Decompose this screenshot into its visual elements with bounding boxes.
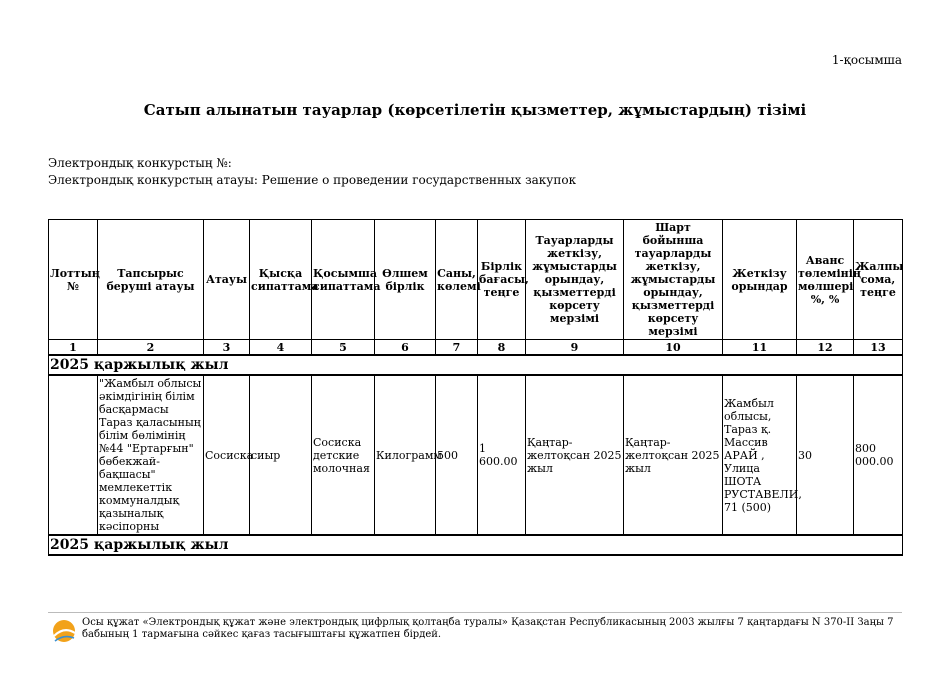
cell-price: 1 600.00: [478, 375, 526, 535]
cell-total: 800 000.00: [854, 375, 903, 535]
page-title: Сатып алынатын тауарлар (көрсетілетін қызметтер, жұмыстардың) тізімі: [143, 101, 807, 119]
col-header-place: Жеткізу орындар: [723, 220, 797, 340]
year-section-row: [49, 355, 903, 375]
year-section-label: 2025 қаржылық жыл: [49, 355, 903, 375]
contest-number: Электрондық конкурстың №:: [48, 156, 232, 170]
col-header-lot: Лоттың №: [49, 220, 98, 340]
column-number: 1: [49, 340, 98, 356]
legal-footer-text: Осы құжат «Электрондық құжат және электрондық цифрлық қолтаңба туралы» Қазақстан Республикасының 2003 жылғы 7 қаңтардағы N 370-II Заңы 7 бабының 1 тармағына сәйкес қағаз тасығыштағы құжатпен бірдей.: [82, 617, 894, 640]
cell-lot: [49, 375, 98, 535]
column-number: 11: [723, 340, 797, 356]
sun-logo-icon: [50, 617, 78, 645]
legal-footer: [48, 612, 902, 641]
cell-qty: 500: [436, 375, 478, 535]
col-header-qty: Саны, көлемі: [436, 220, 478, 340]
contest-name: Электрондық конкурстың атауы: Решение о проведении государственных закупок: [48, 173, 577, 187]
col-header-price: Бірлік бағасы, теңге: [478, 220, 526, 340]
cell-extra-desc: Сосиска детские молочная: [312, 375, 375, 535]
column-number: 5: [312, 340, 375, 356]
column-number: 3: [204, 340, 250, 356]
cell-customer: "Жамбыл облысы әкімдігінің білім басқармасы Тараз қаласының білім бөлімінің №44 "Ертарғын" бөбекжай-бақшасы" мемлекеттік коммуналдық қазыналық кәсіпорны: [98, 375, 204, 535]
col-header-extra-desc: Қосымша сипаттама: [312, 220, 375, 340]
table-row: [49, 375, 903, 535]
contest-meta: [48, 155, 576, 189]
cell-advance: 30: [797, 375, 854, 535]
column-number: 6: [375, 340, 436, 356]
cell-place: Жамбыл облысы, Тараз қ. Массив АРАЙ , Улица ШОТА РУСТАВЕЛИ, 71 (500): [723, 375, 797, 535]
cell-contract-term: Қаңтар-желтоқсан 2025 жыл: [624, 375, 723, 535]
column-number: 12: [797, 340, 854, 356]
col-header-contract-term: Шарт бойынша тауарларды жеткізу, жұмыстарды орындау, қызметтерді көрсету мерзімі: [624, 220, 723, 340]
year-section-label: 2025 қаржылық жыл: [49, 535, 903, 555]
column-number-row: [49, 340, 903, 356]
col-header-name: Атауы: [204, 220, 250, 340]
annex-label: 1-қосымша: [831, 53, 902, 67]
column-number: 10: [624, 340, 723, 356]
cell-unit: Килограмм: [375, 375, 436, 535]
col-header-total: Жалпы сома, теңге: [854, 220, 903, 340]
col-header-short-desc: Қысқа сипаттама: [250, 220, 312, 340]
goods-table: [48, 219, 903, 556]
header-row: [49, 220, 903, 340]
column-number: 9: [526, 340, 624, 356]
column-number: 8: [478, 340, 526, 356]
column-number: 2: [98, 340, 204, 356]
cell-short-desc: сиыр: [250, 375, 312, 535]
year-section-row: [49, 535, 903, 555]
col-header-advance: Аванс төлемінің мөлшері %, %: [797, 220, 854, 340]
col-header-unit: Өлшем бірлік: [375, 220, 436, 340]
col-header-delivery-term: Тауарларды жеткізу, жұмыстарды орындау, қызметтерді көрсету мерзімі: [526, 220, 624, 340]
col-header-customer: Тапсырыс беруші атауы: [98, 220, 204, 340]
column-number: 4: [250, 340, 312, 356]
column-number: 7: [436, 340, 478, 356]
column-number: 13: [854, 340, 903, 356]
cell-name: Сосиска: [204, 375, 250, 535]
cell-delivery-term: Қаңтар-желтоқсан 2025 жыл: [526, 375, 624, 535]
